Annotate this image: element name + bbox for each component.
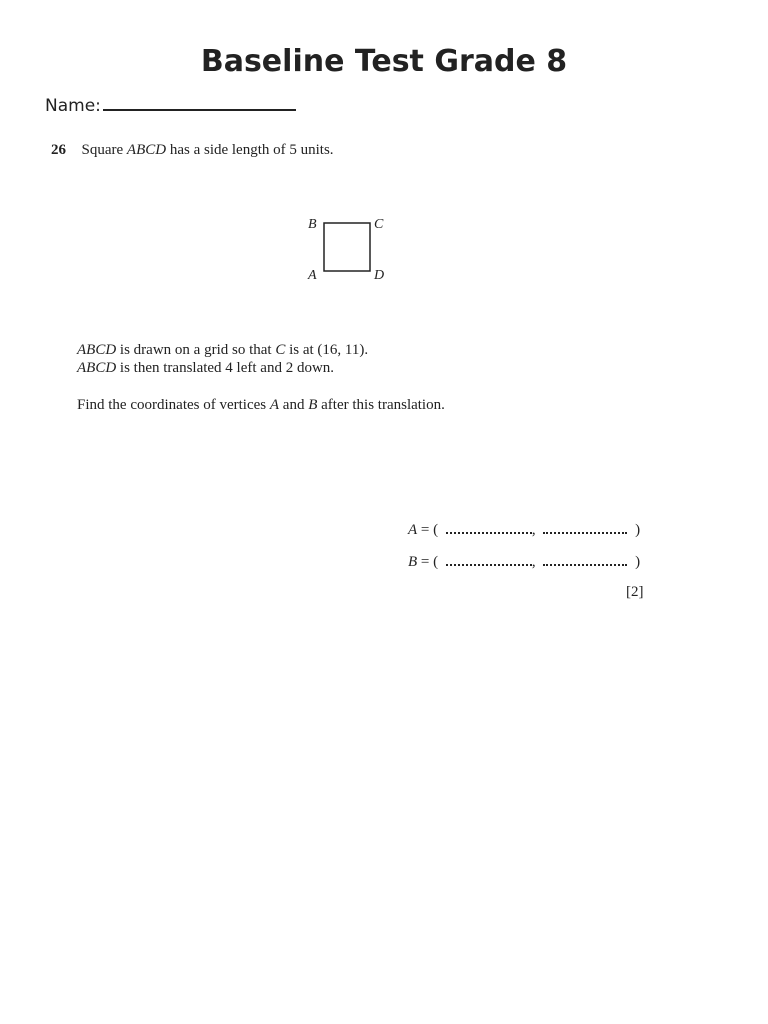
vertex-label-a: A <box>308 268 317 283</box>
question-number: 26 <box>51 142 66 158</box>
answer-b-label: B <box>408 554 418 570</box>
question-line-1: ABCD is drawn on a grid so that C is at (16, 11). <box>77 342 369 358</box>
answer-b-x-blank[interactable] <box>446 554 532 566</box>
question-intro: 26 Square ABCD has a side length of 5 units. <box>51 142 334 158</box>
answer-a-y-blank[interactable] <box>543 522 627 534</box>
square-abcd <box>324 223 370 271</box>
question-line-2: ABCD is then translated 4 left and 2 down. <box>77 360 335 376</box>
name-blank-line[interactable] <box>103 95 296 111</box>
name-label: Name: <box>45 96 101 116</box>
vertex-label-d: D <box>374 268 385 283</box>
answer-b-y-blank[interactable] <box>543 554 627 566</box>
answer-a-x-blank[interactable] <box>446 522 532 534</box>
answer-a-label: A <box>408 522 418 538</box>
marks-label: [2] <box>626 584 644 600</box>
answer-row-b: B = ( , ) <box>408 554 641 570</box>
vertex-label-b: B <box>308 217 317 232</box>
page-title: Baseline Test Grade 8 <box>200 44 568 79</box>
vertex-label-c: C <box>374 217 384 232</box>
name-field <box>45 95 296 116</box>
square-diagram <box>300 210 400 290</box>
question-line-3: Find the coordinates of vertices A and B after this translation. <box>77 397 445 413</box>
answer-row-a: A = ( , ) <box>408 522 641 538</box>
